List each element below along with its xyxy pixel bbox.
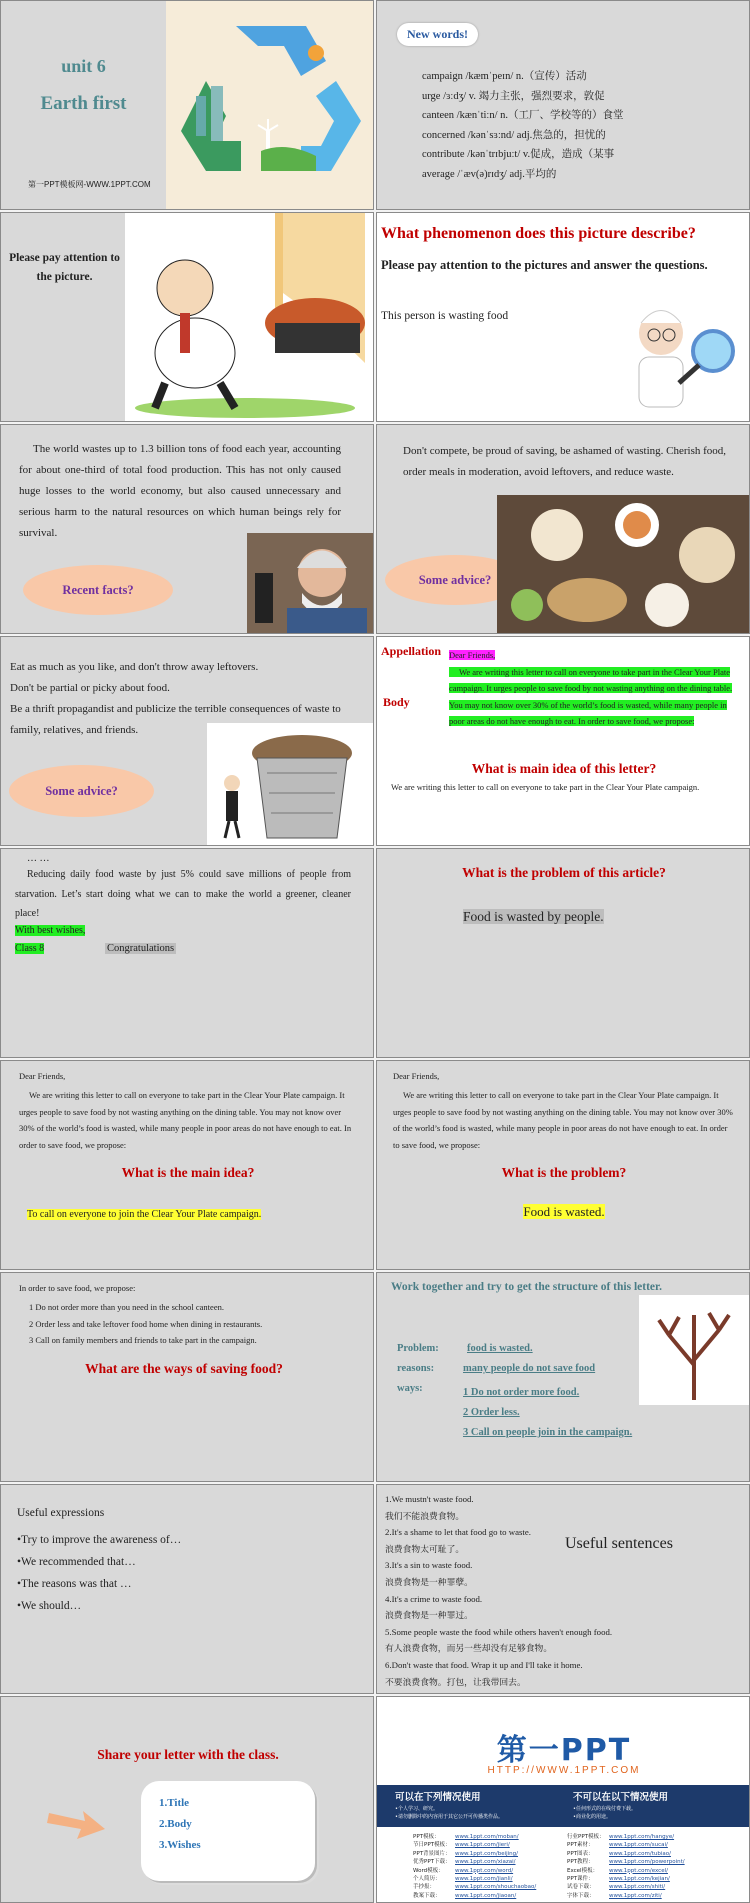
sentence-line: 6.Don't waste that food. Wrap it up and I'll take it home. <box>385 1659 583 1670</box>
some-advice-label: Some advice? <box>418 572 492 587</box>
link-row: PPT模板： www.1ppt.com/moban/ <box>413 1834 519 1840</box>
main-idea-answer-2: To call on everyone to join the Clear Your Plate campaign. <box>27 1209 262 1220</box>
slide-letter-ending[interactable] <box>0 848 374 1058</box>
way-item: 3 Call on people join in the campaign. <box>463 1427 633 1438</box>
notepad <box>141 1781 315 1881</box>
ad-band <box>377 1785 750 1827</box>
propose-item: 1 Do not order more than you need in the school canteen. <box>29 1302 224 1312</box>
slide-picture[interactable] <box>0 212 374 422</box>
page-title: Earth first <box>40 93 127 114</box>
scientist-photo <box>247 533 374 634</box>
slide-the-problem[interactable] <box>376 1060 750 1270</box>
word-item: campaign /kæmˈpeɪn/ n.（宣传）活动 <box>422 71 587 82</box>
main-idea-question: What is main idea of this letter? <box>471 761 657 776</box>
slide-useful-expressions[interactable] <box>0 1484 374 1694</box>
facts-paragraph: The world wastes up to 1.3 billion tons of food each year, accounting for about one-third of total food production. This has not only caused huge losses to the world economy, but also caused unnecessary and serious harm to the natural resources on which human beings rely for survival. <box>19 443 341 539</box>
link[interactable]: www.1ppt.com/jianli/ <box>455 1876 513 1883</box>
scientist-cartoon <box>611 293 750 422</box>
share-item: 1.Title <box>159 1797 190 1809</box>
propose-list <box>29 1299 262 1349</box>
advice-line: Don't be partial or picky about food. <box>10 682 170 694</box>
sentences-list <box>385 1491 645 1690</box>
expression-item: •Try to improve the awareness of… <box>17 1534 182 1546</box>
phenomenon-question: What phenomenon does this picture describe? <box>381 225 696 242</box>
word-item: contribute /kənˈtrɪbjuːt/ v.促成，造成（某事 <box>422 149 615 160</box>
slide-ways[interactable] <box>0 1272 374 1482</box>
wishes-text <box>15 925 85 936</box>
link[interactable]: www.1ppt.com/hangye/ <box>609 1834 675 1840</box>
sentence-line: 4.It's a crime to waste food. <box>385 1593 483 1604</box>
slide-title[interactable] <box>0 0 374 210</box>
propose-item: 2 Order less and take leftover food home when dining in restaurants. <box>29 1318 263 1329</box>
instruction-text: Please pay attention to the pictures and answer the questions. <box>381 258 708 272</box>
cannot-sub: •任何形式的在线付费下载。 <box>573 1806 636 1812</box>
slide-useful-sentences[interactable] <box>376 1484 750 1694</box>
sentence-line: 有人浪费食物，而另一些却没有足够食物。 <box>385 1643 553 1654</box>
link[interactable]: www.1ppt.com/jieri/ <box>455 1842 510 1849</box>
slide-letter-structure[interactable] <box>376 636 750 846</box>
link[interactable]: www.1ppt.com/tubiao/ <box>609 1850 671 1857</box>
congratulations-label: Congratulations <box>107 943 175 954</box>
sentence-line: 浪费食物是一种罪过。 <box>385 1610 473 1621</box>
link-row: 手抄报： www.1ppt.com/shouchaobao/ <box>413 1884 537 1891</box>
main-idea-answer-box <box>27 1209 261 1220</box>
slide-advice-1[interactable] <box>376 424 750 634</box>
problem-value: food is wasted. <box>467 1343 533 1354</box>
word-item: concerned /kənˈsɜːnd/ adj.焦急的，担忧的 <box>422 129 606 141</box>
link-row: PPT素材： www.1ppt.com/sucai/ <box>567 1842 668 1849</box>
advice-line: Be a thrift propagandist and publicize the terrible consequences of waste to family, relatives, and friends. <box>10 703 341 736</box>
ending-paragraph: Reducing daily food waste by just 5% could save millions of people from starvation. Let’s start doing what we can to make the world a greener, cleaner place! <box>15 869 351 919</box>
main-idea-question-2: What is the main idea? <box>121 1165 255 1180</box>
slide-phenomenon[interactable] <box>376 212 750 422</box>
link[interactable]: www.1ppt.com/sucai/ <box>609 1842 668 1849</box>
link[interactable]: www.1ppt.com/jiaoan/ <box>455 1892 517 1899</box>
advice-paragraph: Don't compete, be proud of saving, be ashamed of wasting. Cherish food, order meals in moderation, avoid leftovers, and reduce waste. <box>403 445 727 478</box>
link-row: 教案下载： www.1ppt.com/jiaoan/ <box>413 1892 517 1899</box>
cannot-title: 不可以在以下情况使用 <box>573 1792 669 1803</box>
link[interactable]: www.1ppt.com/moban/ <box>455 1834 519 1840</box>
expressions-heading: Useful expressions <box>17 1507 105 1519</box>
ways-label: ways: <box>397 1383 423 1394</box>
slide-advice-2[interactable] <box>0 636 374 846</box>
sentence-line: 2.It's a shame to let that food go to waste. <box>385 1527 531 1538</box>
greeting-2: Dear Friends, <box>393 1071 440 1081</box>
logo-url: HTTP://WWW.1PPT.COM <box>487 1765 641 1776</box>
word-item: urge /ɜːdʒ/ v. 竭力主张，强烈要求，敦促 <box>422 90 605 102</box>
body-label: Body <box>383 695 410 709</box>
unit-label: unit 6 <box>61 56 106 76</box>
way-item: 2 Order less. <box>463 1407 520 1418</box>
expression-item: •We recommended that… <box>17 1556 136 1568</box>
problem-answer: Food is wasted by people. <box>463 909 604 924</box>
link-row: PPT教程： www.1ppt.com/powerpoint/ <box>567 1859 685 1866</box>
tree-illustration <box>639 1295 749 1405</box>
attention-text: Please pay attention to the picture. <box>9 252 120 283</box>
problem-answer-box-2 <box>377 1204 750 1220</box>
link-row: 字体下载： www.1ppt.com/ziti/ <box>567 1892 662 1899</box>
link[interactable]: www.1ppt.com/powerpoint/ <box>609 1859 685 1866</box>
can-sub2: •请勿删除中的内容用于其它公开可传播类作品。 <box>395 1814 503 1820</box>
sentence-line: 1.We mustn't waste food. <box>385 1494 474 1504</box>
recent-facts-bubble <box>23 565 173 615</box>
arrow-icon <box>47 1803 107 1843</box>
slide-main-idea[interactable] <box>0 1060 374 1270</box>
link[interactable]: www.1ppt.com/shouchaobao/ <box>455 1884 537 1891</box>
slide-letter-outline[interactable] <box>376 1272 750 1482</box>
problem-answer-box <box>463 908 604 926</box>
congratulations-tag <box>105 943 176 954</box>
way-item: 1 Do not order more food. <box>463 1387 580 1398</box>
link-row: PPT课件： www.1ppt.com/kejian/ <box>567 1876 670 1883</box>
link-row: PPT背景图片： www.1ppt.com/beijing/ <box>413 1850 519 1857</box>
share-title: Share your letter with the class. <box>97 1747 279 1762</box>
appellation-label: Appellation <box>381 644 442 658</box>
problem-question: What is the problem of this article? <box>462 865 666 880</box>
link-row: Excel模板： www.1ppt.com/excel/ <box>567 1867 668 1874</box>
answer-text: This person is wasting food <box>381 310 509 322</box>
reasons-label: reasons: <box>397 1363 435 1374</box>
ways-list <box>463 1383 632 1443</box>
sentences-title: Useful sentences <box>565 1535 673 1552</box>
link-row: PPT图表： www.1ppt.com/tubiao/ <box>567 1850 671 1857</box>
ellipsis: … … <box>27 853 50 864</box>
some-advice-bubble-2 <box>9 765 154 817</box>
link-row: 个人简历： www.1ppt.com/jianli/ <box>413 1876 513 1883</box>
recent-facts-label: Recent facts? <box>62 582 134 597</box>
trash-bin-cartoon <box>207 723 374 846</box>
link[interactable]: www.1ppt.com/excel/ <box>609 1867 668 1874</box>
slide-problem[interactable] <box>376 848 750 1058</box>
word-item: average /ˈæv(ə)rɪdʒ/ adj.平均的 <box>422 168 557 180</box>
propose-intro: In order to save food, we propose: <box>19 1283 136 1293</box>
slide-new-words[interactable] <box>376 0 750 210</box>
letter-body: We are writing this letter to call on everyone to take part in the Clear Your Plate campaign. It urges people to save food by not wasting anything on the dining table. You may not know over 30% of the world’s food is wasted, while many people in poor areas do not have enough to eat. In order to save food, we propose: <box>19 1090 352 1150</box>
link[interactable]: www.1ppt.com/ziti/ <box>609 1892 662 1899</box>
link-row: 优秀PPT下载： www.1ppt.com/xiazai/ <box>413 1859 516 1866</box>
sentence-line: 浪费食物太可耻了。 <box>385 1543 465 1554</box>
sentence-line: 不要浪费食物。打包，让我带回去。 <box>385 1676 526 1687</box>
link[interactable]: www.1ppt.com/xiazai/ <box>455 1859 516 1866</box>
letter-body-2: We are writing this letter to call on everyone to take part in the Clear Your Plate campaign. It urges people to save food by not wasting anything on the dining table. You may not know over 30% of the world’s food is wasted, while many people in poor areas do not have enough to eat. In order to save food, we propose: <box>393 1090 733 1150</box>
credit: 第一PPT模板网-WWW.1PPT.COM <box>28 180 151 189</box>
can-sub: •个人学习、研究。 <box>395 1806 438 1812</box>
slide-share-letter[interactable] <box>0 1696 374 1903</box>
slide-1ppt-ad[interactable] <box>376 1696 750 1903</box>
food-table-photo <box>497 495 750 634</box>
new-words-badge <box>397 23 478 46</box>
wishes: With best wishes, <box>15 925 86 936</box>
left-links <box>413 1833 536 1900</box>
slide-recent-facts[interactable] <box>0 424 374 634</box>
logo-1ppt: 第一PPT <box>496 1733 632 1768</box>
word-item: canteen /kænˈtiːn/ n.（工厂、学校等的）食堂 <box>422 110 624 121</box>
sentence-line: 5.Some people waste the food while others haven't enough food. <box>385 1626 613 1637</box>
sentence-line: 3.It's a sin to waste food. <box>385 1560 473 1571</box>
link[interactable]: www.1ppt.com/beijing/ <box>455 1850 519 1857</box>
new-words-heading: New words! <box>407 27 468 41</box>
propose-item: 3 Call on family members and friends to take part in the campaign. <box>29 1335 257 1345</box>
expression-item: •We should… <box>17 1600 82 1612</box>
can-title: 可以在下列情况使用 <box>395 1792 481 1803</box>
share-item: 3.Wishes <box>159 1839 201 1851</box>
sentence-line: 浪费食物是一种罪孽。 <box>385 1576 473 1587</box>
reasons-value: many people do not save food <box>463 1363 596 1374</box>
link[interactable]: www.1ppt.com/kejian/ <box>609 1876 670 1883</box>
problem-answer-2: Food is wasted. <box>523 1204 605 1219</box>
link-row: 行业PPT模板： www.1ppt.com/hangye/ <box>567 1834 675 1840</box>
class-sign: Class 8 <box>15 943 45 954</box>
sentence-line: 我们不能浪费食物。 <box>385 1510 465 1521</box>
outline-heading: Work together and try to get the structure of this letter. <box>391 1281 662 1293</box>
advice-line: Eat as much as you like, and don't throw away leftovers. <box>10 661 259 673</box>
problem-label: Problem: <box>397 1343 439 1354</box>
greeting: Dear Friends, <box>19 1071 66 1081</box>
right-links <box>567 1833 685 1900</box>
appellation-text: Dear Friends, <box>449 650 496 660</box>
link[interactable]: www.1ppt.com/word/ <box>455 1867 514 1874</box>
sign-text <box>15 943 44 954</box>
ways-question: What are the ways of saving food? <box>85 1361 283 1376</box>
problem-question-2: What is the problem? <box>501 1165 627 1180</box>
wasting-food-cartoon <box>125 213 374 422</box>
share-item: 2.Body <box>159 1818 192 1830</box>
word-list <box>422 67 624 184</box>
some-advice-label-2: Some advice? <box>45 783 118 798</box>
link-row: Word模板： www.1ppt.com/word/ <box>413 1867 514 1874</box>
link[interactable]: www.1ppt.com/shiti/ <box>609 1884 666 1891</box>
cannot-sub2: •商业化的用途。 <box>573 1814 611 1820</box>
notepad-list <box>159 1793 201 1856</box>
link-row: 试卷下载： www.1ppt.com/shiti/ <box>567 1884 666 1891</box>
expression-item: •The reasons was that … <box>17 1578 132 1590</box>
main-idea-answer: We are writing this letter to call on everyone to take part in the Clear Your Plate campaign. <box>391 782 700 792</box>
expressions-list <box>17 1529 181 1617</box>
recycle-earth-illustration <box>166 1 374 210</box>
link-row: 节日PPT模板： www.1ppt.com/jieri/ <box>413 1842 510 1849</box>
letter-body-text: We are writing this letter to call on everyone to take part in the Clear Your Plate campaign. It urges people to save food by not wasting anything on the dining table. You may not know over 30% of the world’s food is wasted, while many people in poor areas do not have enough to eat. In order to save food, we propose: <box>449 666 733 726</box>
